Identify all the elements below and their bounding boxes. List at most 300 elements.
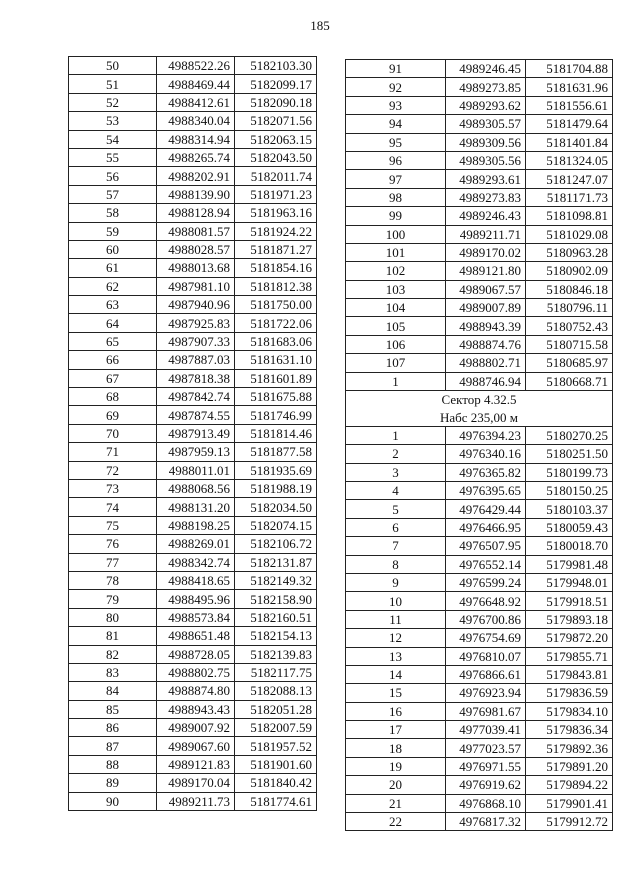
point-number: 11 xyxy=(346,610,446,628)
coordinate-x: 4988469.44 xyxy=(157,75,235,93)
section-title-row xyxy=(346,391,613,409)
coordinate-x: 4976507.95 xyxy=(446,537,526,555)
point-number: 10 xyxy=(346,592,446,610)
coordinate-y: 5182090.18 xyxy=(235,93,317,111)
coordinate-y: 5181877.58 xyxy=(235,443,317,461)
coordinate-x: 4989293.61 xyxy=(446,170,526,188)
table-row xyxy=(346,170,613,188)
section-title: Сектор 4.32.5 xyxy=(346,391,613,409)
coordinate-x: 4988342.74 xyxy=(157,553,235,571)
coordinate-x: 4988131.20 xyxy=(157,498,235,516)
section-header xyxy=(346,391,613,427)
coordinate-y: 5179834.10 xyxy=(526,702,613,720)
coordinate-y: 5181401.84 xyxy=(526,133,613,151)
table-row xyxy=(346,133,613,151)
point-number: 79 xyxy=(69,590,157,608)
point-number: 15 xyxy=(346,684,446,702)
point-number: 8 xyxy=(346,555,446,573)
table-row xyxy=(69,553,317,571)
coordinate-x: 4988802.75 xyxy=(157,663,235,681)
coordinate-y: 5181171.73 xyxy=(526,188,613,206)
coordinate-y: 5179894.22 xyxy=(526,776,613,794)
coordinate-y: 5181029.08 xyxy=(526,225,613,243)
table-row xyxy=(346,225,613,243)
table-row xyxy=(69,755,317,773)
coordinate-x: 4988340.04 xyxy=(157,112,235,130)
point-number: 96 xyxy=(346,151,446,169)
point-number: 52 xyxy=(69,93,157,111)
table-row xyxy=(346,757,613,775)
table-row xyxy=(69,93,317,111)
coordinate-y: 5181871.27 xyxy=(235,240,317,258)
left-table-body xyxy=(69,57,317,811)
coordinate-y: 5179836.34 xyxy=(526,721,613,739)
coordinate-x: 4989211.73 xyxy=(157,792,235,810)
coordinate-x: 4988943.39 xyxy=(446,317,526,335)
table-row xyxy=(69,185,317,203)
table-row xyxy=(69,682,317,700)
table-row xyxy=(346,555,613,573)
table-row xyxy=(69,332,317,350)
coordinate-x: 4976866.61 xyxy=(446,665,526,683)
coordinate-x: 4976971.55 xyxy=(446,757,526,775)
table-row xyxy=(69,645,317,663)
table-row xyxy=(69,443,317,461)
coordinate-y: 5181601.89 xyxy=(235,369,317,387)
coordinate-y: 5181924.22 xyxy=(235,222,317,240)
point-number: 61 xyxy=(69,259,157,277)
point-number: 9 xyxy=(346,573,446,591)
coordinate-x: 4988412.61 xyxy=(157,93,235,111)
coordinate-x: 4988139.90 xyxy=(157,185,235,203)
coordinate-y: 5181988.19 xyxy=(235,479,317,497)
table-row xyxy=(69,296,317,314)
coordinate-x: 4989305.57 xyxy=(446,115,526,133)
table-row xyxy=(346,776,613,794)
point-number: 66 xyxy=(69,351,157,369)
point-number: 97 xyxy=(346,170,446,188)
table-row xyxy=(346,518,613,536)
coordinate-y: 5182139.83 xyxy=(235,645,317,663)
coordinate-y: 5181683.06 xyxy=(235,332,317,350)
coordinate-y: 5182158.90 xyxy=(235,590,317,608)
table-row xyxy=(346,262,613,280)
point-number: 2 xyxy=(346,445,446,463)
table-row xyxy=(69,75,317,93)
point-number: 76 xyxy=(69,535,157,553)
coordinate-x: 4989305.56 xyxy=(446,151,526,169)
point-number: 3 xyxy=(346,463,446,481)
coordinate-x: 4988011.01 xyxy=(157,461,235,479)
page-number: 185 xyxy=(310,18,330,33)
point-number: 22 xyxy=(346,813,446,831)
point-number: 53 xyxy=(69,112,157,130)
coordinate-y: 5182071.56 xyxy=(235,112,317,130)
table-row xyxy=(346,463,613,481)
point-number: 69 xyxy=(69,406,157,424)
table-row xyxy=(69,424,317,442)
coordinates-table-left xyxy=(68,56,317,811)
coordinate-y: 5182051.28 xyxy=(235,700,317,718)
point-number: 21 xyxy=(346,794,446,812)
table-row xyxy=(346,60,613,78)
table-row xyxy=(346,280,613,298)
coordinate-x: 4989293.62 xyxy=(446,96,526,114)
coordinate-x: 4976466.95 xyxy=(446,518,526,536)
point-number: 17 xyxy=(346,721,446,739)
coordinate-y: 5181840.42 xyxy=(235,774,317,792)
coordinate-y: 5182160.51 xyxy=(235,608,317,626)
point-number: 67 xyxy=(69,369,157,387)
coordinate-y: 5179918.51 xyxy=(526,592,613,610)
table-row xyxy=(69,112,317,130)
table-row xyxy=(346,207,613,225)
coordinate-x: 4976429.44 xyxy=(446,500,526,518)
coordinate-x: 4977039.41 xyxy=(446,721,526,739)
table-row xyxy=(69,277,317,295)
point-number: 12 xyxy=(346,629,446,647)
coordinate-y: 5180150.25 xyxy=(526,481,613,499)
table-row xyxy=(69,406,317,424)
table-row xyxy=(69,222,317,240)
point-number: 95 xyxy=(346,133,446,151)
table-row xyxy=(69,608,317,626)
coordinate-y: 5179872.20 xyxy=(526,629,613,647)
right-table-body-bottom xyxy=(346,426,613,831)
coordinate-y: 5182117.75 xyxy=(235,663,317,681)
coordinate-x: 4988314.94 xyxy=(157,130,235,148)
coordinate-x: 4988495.96 xyxy=(157,590,235,608)
coordinate-y: 5182074.15 xyxy=(235,516,317,534)
coordinate-x: 4988265.74 xyxy=(157,148,235,166)
coordinate-x: 4988028.57 xyxy=(157,240,235,258)
table-row xyxy=(69,369,317,387)
coordinate-y: 5179912.72 xyxy=(526,813,613,831)
point-number: 71 xyxy=(69,443,157,461)
point-number: 1 xyxy=(346,426,446,444)
coordinate-y: 5181631.96 xyxy=(526,78,613,96)
point-number: 87 xyxy=(69,737,157,755)
point-number: 99 xyxy=(346,207,446,225)
table-row xyxy=(346,354,613,372)
point-number: 54 xyxy=(69,130,157,148)
coordinate-y: 5180668.71 xyxy=(526,372,613,390)
table-row xyxy=(346,537,613,555)
coordinate-y: 5181675.88 xyxy=(235,388,317,406)
table-row xyxy=(346,610,613,628)
table-row xyxy=(346,629,613,647)
table-row xyxy=(346,739,613,757)
coordinate-y: 5180685.97 xyxy=(526,354,613,372)
table-row xyxy=(346,115,613,133)
point-number: 102 xyxy=(346,262,446,280)
coordinate-x: 4988651.48 xyxy=(157,627,235,645)
coordinate-y: 5181774.61 xyxy=(235,792,317,810)
table-row xyxy=(346,573,613,591)
coordinate-x: 4976599.24 xyxy=(446,573,526,591)
point-number: 50 xyxy=(69,57,157,75)
coordinate-x: 4988269.01 xyxy=(157,535,235,553)
point-number: 90 xyxy=(69,792,157,810)
point-number: 16 xyxy=(346,702,446,720)
right-table-body-top xyxy=(346,60,613,391)
coordinate-y: 5182007.59 xyxy=(235,719,317,737)
coordinate-y: 5182099.17 xyxy=(235,75,317,93)
point-number: 83 xyxy=(69,663,157,681)
table-row xyxy=(346,78,613,96)
point-number: 75 xyxy=(69,516,157,534)
coordinate-x: 4987959.13 xyxy=(157,443,235,461)
point-number: 68 xyxy=(69,388,157,406)
table-row xyxy=(69,240,317,258)
coordinate-y: 5181812.38 xyxy=(235,277,317,295)
point-number: 101 xyxy=(346,243,446,261)
coordinate-y: 5180059.43 xyxy=(526,518,613,536)
coordinate-y: 5179843.81 xyxy=(526,665,613,683)
section-subtitle-row xyxy=(346,408,613,426)
point-number: 58 xyxy=(69,204,157,222)
coordinate-x: 4976923.94 xyxy=(446,684,526,702)
coordinate-x: 4988874.76 xyxy=(446,335,526,353)
coordinate-x: 4987913.49 xyxy=(157,424,235,442)
coordinate-y: 5179855.71 xyxy=(526,647,613,665)
table-row xyxy=(69,663,317,681)
point-number: 4 xyxy=(346,481,446,499)
coordinate-y: 5182106.72 xyxy=(235,535,317,553)
coordinate-x: 4988128.94 xyxy=(157,204,235,222)
coordinate-y: 5179981.48 xyxy=(526,555,613,573)
point-number: 73 xyxy=(69,479,157,497)
coordinate-x: 4988943.43 xyxy=(157,700,235,718)
section-subtitle: Набс 235,00 м xyxy=(346,408,613,426)
table-row xyxy=(346,335,613,353)
coordinate-x: 4976919.62 xyxy=(446,776,526,794)
point-number: 20 xyxy=(346,776,446,794)
point-number: 60 xyxy=(69,240,157,258)
table-row xyxy=(346,243,613,261)
coordinate-y: 5180715.58 xyxy=(526,335,613,353)
point-number: 89 xyxy=(69,774,157,792)
coordinate-x: 4988198.25 xyxy=(157,516,235,534)
point-number: 85 xyxy=(69,700,157,718)
point-number: 78 xyxy=(69,571,157,589)
table-row xyxy=(69,351,317,369)
coordinates-table-right xyxy=(345,59,613,831)
coordinate-y: 5181704.88 xyxy=(526,60,613,78)
table-row xyxy=(69,57,317,75)
coordinate-y: 5181935.69 xyxy=(235,461,317,479)
coordinate-x: 4987874.55 xyxy=(157,406,235,424)
point-number: 107 xyxy=(346,354,446,372)
coordinate-x: 4989170.04 xyxy=(157,774,235,792)
coordinate-x: 4987940.96 xyxy=(157,296,235,314)
point-number: 19 xyxy=(346,757,446,775)
coordinate-y: 5182149.32 xyxy=(235,571,317,589)
coordinate-x: 4988068.56 xyxy=(157,479,235,497)
coordinate-x: 4988874.80 xyxy=(157,682,235,700)
coordinate-y: 5181556.61 xyxy=(526,96,613,114)
coordinate-y: 5180902.09 xyxy=(526,262,613,280)
coordinate-y: 5180963.28 xyxy=(526,243,613,261)
coordinate-y: 5182154.13 xyxy=(235,627,317,645)
point-number: 84 xyxy=(69,682,157,700)
table-row xyxy=(346,721,613,739)
table-row xyxy=(346,794,613,812)
table-row xyxy=(346,592,613,610)
coordinate-x: 4976810.07 xyxy=(446,647,526,665)
table-row xyxy=(69,792,317,810)
coordinate-x: 4976648.92 xyxy=(446,592,526,610)
coordinate-y: 5182103.30 xyxy=(235,57,317,75)
coordinate-y: 5180752.43 xyxy=(526,317,613,335)
point-number: 105 xyxy=(346,317,446,335)
coordinate-x: 4989273.85 xyxy=(446,78,526,96)
coordinate-y: 5182043.50 xyxy=(235,148,317,166)
table-row xyxy=(69,498,317,516)
point-number: 14 xyxy=(346,665,446,683)
coordinate-y: 5179948.01 xyxy=(526,573,613,591)
point-number: 82 xyxy=(69,645,157,663)
coordinate-x: 4976754.69 xyxy=(446,629,526,647)
coordinate-y: 5179901.41 xyxy=(526,794,613,812)
point-number: 86 xyxy=(69,719,157,737)
coordinate-y: 5179892.36 xyxy=(526,739,613,757)
table-row xyxy=(69,259,317,277)
table-row xyxy=(69,130,317,148)
coordinate-y: 5181722.06 xyxy=(235,314,317,332)
coordinate-x: 4987925.83 xyxy=(157,314,235,332)
table-row xyxy=(346,372,613,390)
coordinate-x: 4987887.03 xyxy=(157,351,235,369)
coordinate-y: 5180796.11 xyxy=(526,299,613,317)
coordinate-y: 5181746.99 xyxy=(235,406,317,424)
point-number: 57 xyxy=(69,185,157,203)
point-number: 80 xyxy=(69,608,157,626)
coordinate-x: 4989121.80 xyxy=(446,262,526,280)
point-number: 81 xyxy=(69,627,157,645)
point-number: 93 xyxy=(346,96,446,114)
table-row xyxy=(69,148,317,166)
point-number: 51 xyxy=(69,75,157,93)
coordinate-x: 4989121.83 xyxy=(157,755,235,773)
point-number: 6 xyxy=(346,518,446,536)
coordinate-x: 4988202.91 xyxy=(157,167,235,185)
table-row xyxy=(69,774,317,792)
coordinate-y: 5181971.23 xyxy=(235,185,317,203)
coordinate-x: 4988746.94 xyxy=(446,372,526,390)
table-row xyxy=(346,481,613,499)
coordinate-y: 5179836.59 xyxy=(526,684,613,702)
table-row xyxy=(69,167,317,185)
point-number: 1 xyxy=(346,372,446,390)
table-row xyxy=(69,737,317,755)
point-number: 74 xyxy=(69,498,157,516)
point-number: 62 xyxy=(69,277,157,295)
table-row xyxy=(69,314,317,332)
coordinate-y: 5181854.16 xyxy=(235,259,317,277)
coordinate-y: 5181631.10 xyxy=(235,351,317,369)
table-row xyxy=(346,702,613,720)
point-number: 56 xyxy=(69,167,157,185)
table-row xyxy=(346,647,613,665)
coordinate-y: 5181901.60 xyxy=(235,755,317,773)
coordinate-y: 5182088.13 xyxy=(235,682,317,700)
coordinate-y: 5179893.18 xyxy=(526,610,613,628)
coordinate-x: 4988522.26 xyxy=(157,57,235,75)
coordinate-y: 5180103.37 xyxy=(526,500,613,518)
point-number: 98 xyxy=(346,188,446,206)
point-number: 64 xyxy=(69,314,157,332)
coordinate-y: 5181957.52 xyxy=(235,737,317,755)
coordinate-x: 4989067.60 xyxy=(157,737,235,755)
point-number: 77 xyxy=(69,553,157,571)
point-number: 7 xyxy=(346,537,446,555)
table-row xyxy=(69,590,317,608)
coordinate-y: 5181814.46 xyxy=(235,424,317,442)
coordinate-x: 4976981.67 xyxy=(446,702,526,720)
coordinate-y: 5182131.87 xyxy=(235,553,317,571)
coordinate-y: 5181324.05 xyxy=(526,151,613,169)
point-number: 88 xyxy=(69,755,157,773)
table-row xyxy=(69,535,317,553)
point-number: 55 xyxy=(69,148,157,166)
coordinate-y: 5181963.16 xyxy=(235,204,317,222)
coordinate-x: 4989067.57 xyxy=(446,280,526,298)
coordinate-x: 4976817.32 xyxy=(446,813,526,831)
table-row xyxy=(346,317,613,335)
coordinate-x: 4977023.57 xyxy=(446,739,526,757)
coordinate-y: 5179891.20 xyxy=(526,757,613,775)
coordinate-x: 4989007.89 xyxy=(446,299,526,317)
coordinate-x: 4987818.38 xyxy=(157,369,235,387)
coordinate-x: 4988573.84 xyxy=(157,608,235,626)
table-row xyxy=(69,388,317,406)
point-number: 65 xyxy=(69,332,157,350)
table-row xyxy=(69,461,317,479)
coordinate-x: 4988081.57 xyxy=(157,222,235,240)
coordinate-y: 5182011.74 xyxy=(235,167,317,185)
coordinate-y: 5181247.07 xyxy=(526,170,613,188)
point-number: 63 xyxy=(69,296,157,314)
table-row xyxy=(69,719,317,737)
coordinate-x: 4989246.43 xyxy=(446,207,526,225)
coordinate-x: 4989309.56 xyxy=(446,133,526,151)
point-number: 5 xyxy=(346,500,446,518)
point-number: 91 xyxy=(346,60,446,78)
table-row xyxy=(69,571,317,589)
coordinate-y: 5182063.15 xyxy=(235,130,317,148)
coordinate-x: 4988728.05 xyxy=(157,645,235,663)
coordinate-x: 4989246.45 xyxy=(446,60,526,78)
table-row xyxy=(346,299,613,317)
point-number: 100 xyxy=(346,225,446,243)
point-number: 103 xyxy=(346,280,446,298)
coordinate-x: 4976700.86 xyxy=(446,610,526,628)
coordinate-y: 5180018.70 xyxy=(526,537,613,555)
coordinate-y: 5180846.18 xyxy=(526,280,613,298)
table-row xyxy=(69,700,317,718)
table-row xyxy=(346,96,613,114)
coordinate-y: 5180251.50 xyxy=(526,445,613,463)
coordinate-x: 4988802.71 xyxy=(446,354,526,372)
coordinate-x: 4989273.83 xyxy=(446,188,526,206)
coordinate-x: 4976340.16 xyxy=(446,445,526,463)
coordinate-y: 5181750.00 xyxy=(235,296,317,314)
table-row xyxy=(346,813,613,831)
point-number: 72 xyxy=(69,461,157,479)
point-number: 13 xyxy=(346,647,446,665)
point-number: 94 xyxy=(346,115,446,133)
